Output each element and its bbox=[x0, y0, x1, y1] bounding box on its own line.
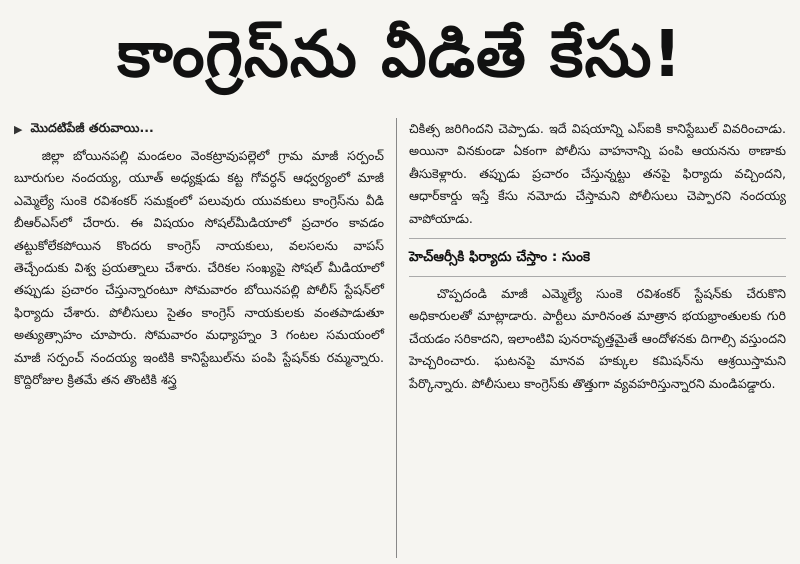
headline: కాంగ్రెస్‌ను వీడితే కేసు! bbox=[117, 17, 683, 92]
continued-from-front-page bbox=[14, 120, 384, 139]
right-column bbox=[397, 118, 786, 558]
right-body-paragraph-2: చొప్పదండి మాజీ ఎమ్మెల్యే సుంకె రవిశంకర్ స్టేషన్‌కు చేరుకొని అధికారులతో మాట్లాడారు. పార్టీలు మారినంత మాత్రాన భయభ్రాంతులకు గురి చేయడం సరికాదని, ఇలాంటివి పునరావృత్తమైతే ఆందోళనకు దిగాల్సి వస్తుందని హెచ్చరించారు. ఘటనపై మానవ హక్కుల కమిషన్‌ను ఆశ్రయిస్తామని పేర్కొన్నారు. పోలీసులు కాంగ్రెస్‌కు తొత్తుగా వ్యవహరిస్తున్నారని మండిపడ్డారు. bbox=[409, 286, 786, 391]
triangle-right-icon: ▶ bbox=[14, 123, 23, 136]
article-columns bbox=[14, 118, 786, 558]
right-body-paragraph-1: చికిత్స జరిగిందని చెప్పాడు. ఇదే విషయాన్ని ఎస్ఐకి కానిస్టేబుల్ వివరించాడు. అయినా వినకుండా ఏకంగా పోలీసు వాహనాన్ని పంపి ఆయనను ఠాణాకు తీసుకెళ్లారు. తప్పుడు ప్రచారం చేస్తున్నట్టు తనపై ఫిర్యాదు వచ్చిందని, ఆధార్‌కార్డు ఇస్తే కేసు నమోదు చేస్తామని పోలీసులు చెప్పారని నందయ్య వాపోయాడు. bbox=[409, 121, 787, 226]
left-body-paragraph: జిల్లా బోయినపల్లి మండలం వెంకట్రావుపల్లెలో గ్రామ మాజీ సర్పంచ్ బూరుగుల నందయ్య, యూత్ అధ్యక్షుడు కట్ట గోవర్ధన్ ఆధ్వర్యంలో మాజీ ఎమ్మెల్యే సుంకె రవిశంకర్ సమక్షంలో పలువురు యువకులు కాంగ్రెస్‌ను వీడి బీఆర్ఎస్‌లో చేరారు. ఈ విషయం సోషల్‌మీడియాలో ప్రచారం కావడం తట్టుకోలేకపోయిన కొందరు కాంగ్రెస్ నాయకులు, వలసలను వాపస్ తెచ్చేందుకు విశ్వ ప్రయత్నాలు చేశారు. చేరికల సంఖ్యపై సోషల్ మీడియాలో తప్పుడు ప్రచారం చేస్తున్నారంటూ సోమవారం బోయినపల్లి పోలీస్ స్టేషన్‌లో ఫిర్యాదు చేశారు. పోలీసులు సైతం కాంగ్రెస్ నాయకులకు వంతపాడుతూ అత్యుత్సాహం చూపారు. సోమవారం మధ్యాహ్నం 3 గంటల సమయంలో మాజీ సర్పంచ్ నందయ్య ఇంటికి కానిస్టేబుల్‌ను పంపి స్టేషన్‌కు రమ్మన్నారు. కొద్దిరోజుల క్రితమే తన తొంటికి శస్త్ర bbox=[14, 148, 384, 388]
left-column bbox=[14, 118, 397, 558]
jump-label: మొదటిపేజీ తరువాయి... bbox=[30, 120, 154, 135]
subheading: హెచ్ఆర్సీకి ఫిర్యాదు చేస్తాం : సుంకె bbox=[409, 238, 786, 277]
